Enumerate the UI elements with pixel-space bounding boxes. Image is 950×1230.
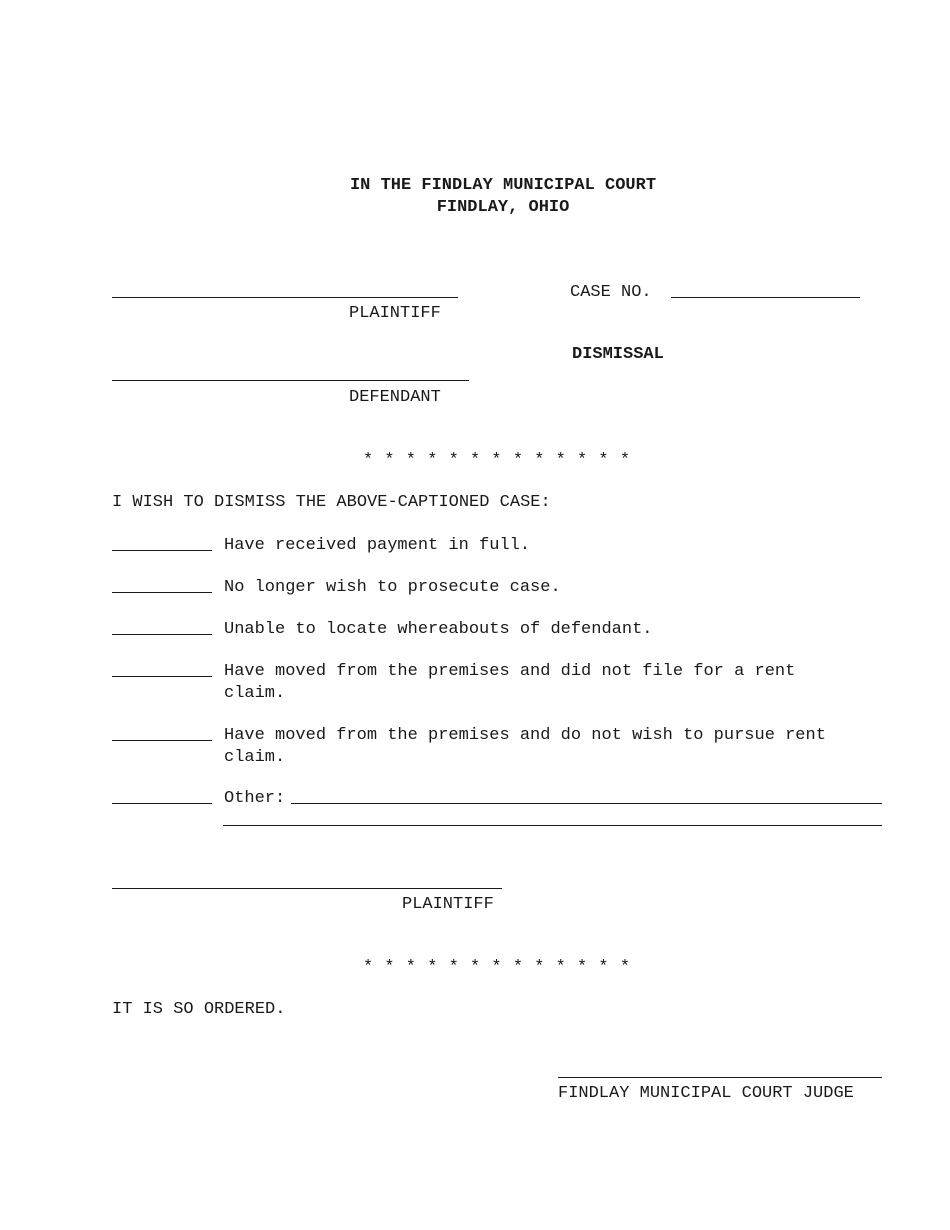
signature-plaintiff-label: PLAINTIFF — [402, 895, 494, 914]
reason-text: Unable to locate whereabouts of defendant. — [224, 620, 653, 639]
plaintiff-name-line[interactable] — [112, 297, 458, 298]
judge-label: FINDLAY MUNICIPAL COURT JUDGE — [558, 1084, 854, 1103]
other-reason-line[interactable] — [291, 803, 882, 804]
reason-checkbox-line[interactable] — [112, 592, 212, 593]
dismissal-statement: I WISH TO DISMISS THE ABOVE-CAPTIONED CASE: — [112, 493, 551, 512]
reason-checkbox-line[interactable] — [112, 550, 212, 551]
plaintiff-signature-line[interactable] — [112, 888, 502, 889]
defendant-label: DEFENDANT — [349, 388, 441, 407]
court-name: IN THE FINDLAY MUNICIPAL COURT — [349, 176, 657, 195]
case-no-label: CASE NO. — [570, 283, 652, 302]
plaintiff-label: PLAINTIFF — [349, 304, 441, 323]
order-text: IT IS SO ORDERED. — [112, 1000, 286, 1019]
reason-checkbox-line[interactable] — [112, 740, 212, 741]
reason-checkbox-line[interactable] — [112, 676, 212, 677]
reason-text: Have moved from the premises and do not wish to pursue rent — [224, 726, 826, 745]
court-location: FINDLAY, OHIO — [436, 198, 570, 217]
reason-checkbox-line[interactable] — [112, 803, 212, 804]
reason-text-continued: claim. — [224, 684, 286, 703]
other-reason-line-2[interactable] — [223, 825, 882, 826]
reason-text-continued: claim. — [224, 748, 286, 767]
separator-stars: * * * * * * * * * * * * * — [363, 451, 631, 470]
reason-checkbox-line[interactable] — [112, 634, 212, 635]
reason-text: Have moved from the premises and did not file for a rent — [224, 662, 796, 681]
defendant-name-line[interactable] — [112, 380, 469, 381]
reason-text: No longer wish to prosecute case. — [224, 578, 561, 597]
judge-signature-line[interactable] — [558, 1077, 882, 1078]
other-label: Other: — [224, 789, 286, 808]
separator-stars-2: * * * * * * * * * * * * * — [363, 958, 631, 977]
reason-text: Have received payment in full. — [224, 536, 531, 555]
document-title: DISMISSAL — [572, 345, 664, 364]
case-no-line[interactable] — [671, 297, 860, 298]
